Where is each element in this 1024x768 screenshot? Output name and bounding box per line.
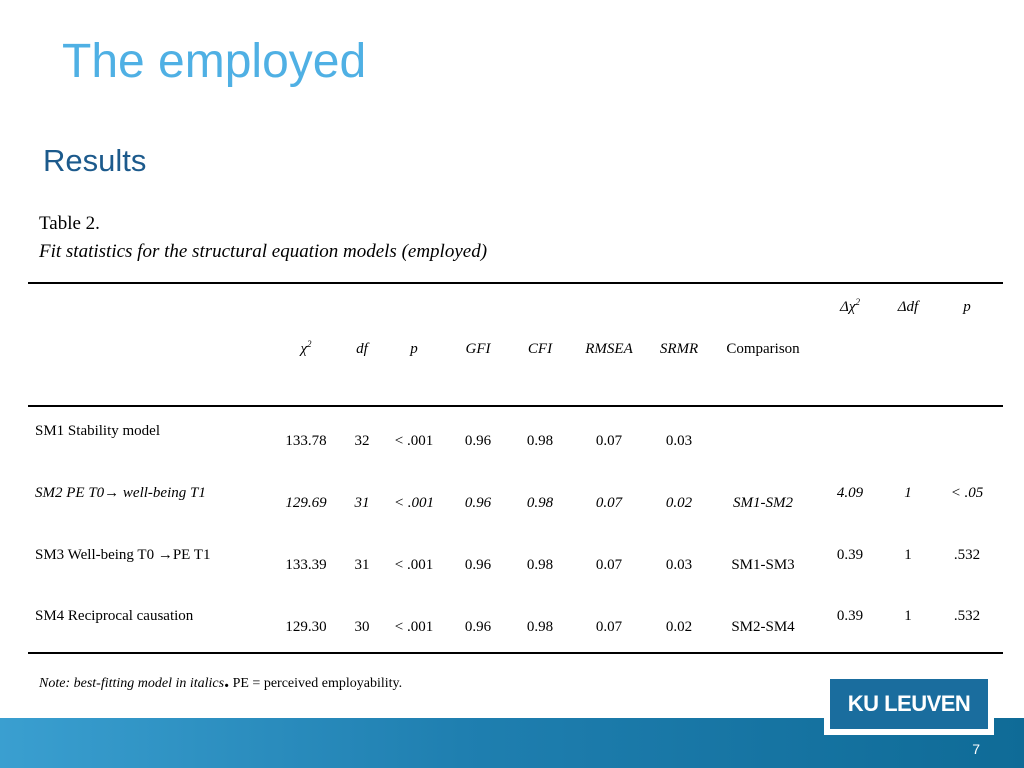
row-chi2: 133.39 xyxy=(285,557,327,573)
table-note-period: . xyxy=(224,670,230,692)
page-number: 7 xyxy=(972,741,980,757)
row-srmr: 0.03 xyxy=(665,433,693,449)
row-df: 30 xyxy=(354,619,370,635)
arrow-right-icon: → xyxy=(157,547,173,563)
section-heading: Results xyxy=(43,143,147,178)
row-df: 31 xyxy=(354,557,370,573)
row-p: < .001 xyxy=(394,433,434,449)
header-delta-df: Δdf xyxy=(897,299,919,315)
row-cfi: 0.98 xyxy=(526,495,554,511)
row-comparison: SM1-SM2 xyxy=(733,495,793,511)
row-model-part: SM3 Well-being T0 xyxy=(35,547,158,563)
header-delta-p: p xyxy=(963,299,971,315)
header-rmsea: RMSEA xyxy=(585,341,633,357)
row-delta-chi2: 0.39 xyxy=(836,547,864,563)
table-caption: Fit statistics for the structural equation models (employed) xyxy=(39,241,488,262)
header-chi2 xyxy=(300,341,311,358)
row-model-label xyxy=(35,547,210,564)
header-p: p xyxy=(410,341,418,357)
table-note-rest: PE = perceived employability. xyxy=(229,676,403,691)
row-cfi: 0.98 xyxy=(526,433,554,449)
header-df: df xyxy=(356,341,368,357)
row-gfi: 0.96 xyxy=(464,495,492,511)
row-model-part: well-being T1 xyxy=(119,485,206,501)
header-chi2-sup: 2 xyxy=(307,339,312,349)
arrow-right-icon: → xyxy=(104,485,120,501)
row-comparison: SM1-SM3 xyxy=(731,557,795,573)
row-delta-df: 1 xyxy=(904,485,912,501)
ku-leuven-logo xyxy=(824,673,994,735)
row-rmsea: 0.07 xyxy=(595,495,623,511)
header-chi2-label: χ xyxy=(300,341,308,357)
row-delta-df: 1 xyxy=(904,547,912,563)
header-delta-chi2-sup: 2 xyxy=(855,297,860,307)
row-delta-chi2: 0.39 xyxy=(836,608,864,624)
row-df: 32 xyxy=(354,433,370,449)
row-cfi: 0.98 xyxy=(526,619,554,635)
row-gfi: 0.96 xyxy=(464,619,492,635)
header-delta-chi2-label: Δχ xyxy=(840,299,856,315)
row-chi2: 129.69 xyxy=(285,495,327,511)
row-srmr: 0.02 xyxy=(665,619,693,635)
row-srmr: 0.02 xyxy=(665,495,693,511)
table-note xyxy=(39,670,402,693)
header-comparison: Comparison xyxy=(726,341,800,357)
logo-text: KU LEUVEN xyxy=(847,691,971,716)
row-rmsea: 0.07 xyxy=(595,619,623,635)
table-top-rule xyxy=(28,282,1003,284)
row-model-part: PE T1 xyxy=(172,547,211,563)
row-delta-p: < .05 xyxy=(950,485,984,501)
row-delta-chi2: 4.09 xyxy=(836,485,864,501)
header-srmr: SRMR xyxy=(659,341,699,357)
row-delta-df: 1 xyxy=(904,608,912,624)
table-header-rule xyxy=(28,405,1003,407)
row-rmsea: 0.07 xyxy=(595,433,623,449)
row-p: < .001 xyxy=(394,619,434,635)
row-delta-p: .532 xyxy=(953,547,981,563)
row-p: < .001 xyxy=(394,557,434,573)
row-model-label xyxy=(35,485,206,502)
row-cfi: 0.98 xyxy=(526,557,554,573)
row-comparison: SM2-SM4 xyxy=(731,619,795,635)
row-rmsea: 0.07 xyxy=(595,557,623,573)
row-delta-p: .532 xyxy=(953,608,981,624)
logo-background xyxy=(830,679,988,729)
header-delta-chi2 xyxy=(840,299,860,316)
row-chi2: 129.30 xyxy=(285,619,327,635)
row-p: < .001 xyxy=(393,495,435,511)
table-note-italic: Note: best-fitting model in italics xyxy=(39,676,225,691)
slide-title: The employed xyxy=(62,35,367,88)
row-model-part: SM2 PE T0 xyxy=(35,485,105,501)
row-model-label: SM1 Stability model xyxy=(35,423,161,439)
header-cfi: CFI xyxy=(527,341,553,357)
row-chi2: 133.78 xyxy=(285,433,327,449)
table-number: Table 2. xyxy=(39,213,100,234)
row-srmr: 0.03 xyxy=(665,557,693,573)
row-df: 31 xyxy=(354,495,370,511)
row-model-label: SM4 Reciprocal causation xyxy=(35,608,194,624)
row-gfi: 0.96 xyxy=(464,433,492,449)
table-bottom-rule xyxy=(28,652,1003,654)
header-gfi: GFI xyxy=(465,341,491,357)
row-gfi: 0.96 xyxy=(464,557,492,573)
